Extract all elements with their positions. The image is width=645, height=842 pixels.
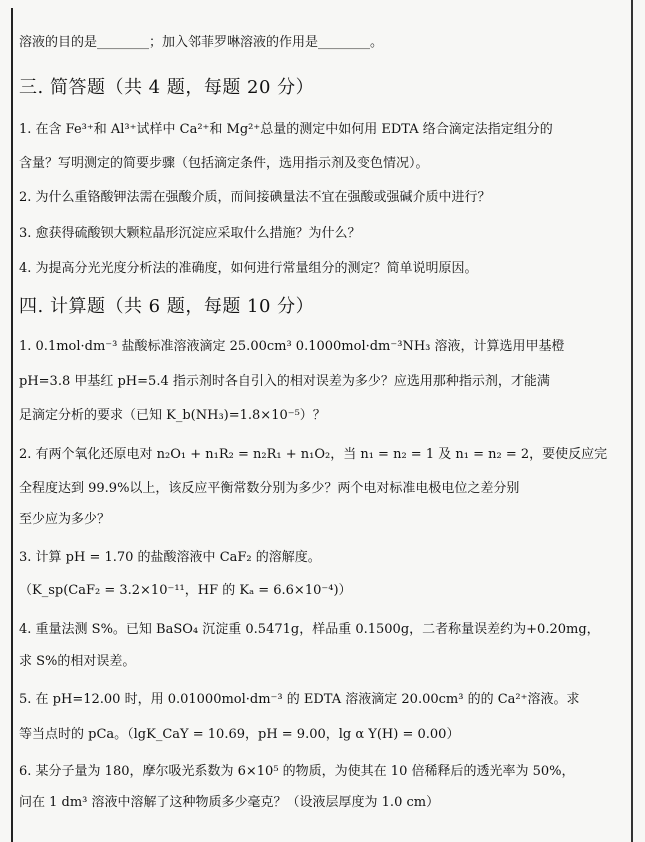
text-line: 1. 0.1mol·dm⁻³ 盐酸标准溶液滴定 25.00cm³ 0.1000mol·dm⁻³NH₃ 溶液，计算选用甲基橙 [19, 339, 565, 354]
text-line: 2. 为什么重铬酸钾法需在强酸介质，而间接碘量法不宜在强酸或强碱介质中进行？ [19, 190, 491, 205]
text-line: pH=3.8 甲基红 pH=5.4 指示剂时各自引入的相对误差为多少？应选用那种指示剂，才能满 [19, 374, 550, 389]
section-heading: 三. 简答题（共 4 题，每题 20 分） [19, 77, 315, 98]
text-line: 6. 某分子量为 180，摩尔吸光系数为 6×10⁵ 的物质，为使其在 10 倍稀释后的透光率为 50%， [19, 764, 575, 779]
text-line: 等当点时的 pCa。（lgK_CaY = 10.69，pH = 9.00，lg α Y(H) = 0.00） [19, 727, 460, 742]
section-heading: 四. 计算题（共 6 题，每题 10 分） [19, 296, 315, 317]
text-line: 1. 在含 Fe³⁺和 Al³⁺试样中 Ca²⁺和 Mg²⁺总量的测定中如何用 EDTA 络合滴定法指定组分的 [19, 122, 553, 137]
text-line: 4. 为提高分光光度分析法的准确度，如何进行常量组分的测定？简单说明原因。 [19, 261, 478, 276]
text-line: 足滴定分析的要求（已知 K_b(NH₃)=1.8×10⁻⁵）？ [19, 408, 326, 423]
text-line: 全程度达到 99.9%以上，该反应平衡常数分别为多少？两个电对标准电极电位之差分别 [19, 481, 520, 496]
text-line: 4. 重量法测 S%。已知 BaSO₄ 沉淀重 0.5471g，样品重 0.1500g，二者称量误差约为+0.20mg， [19, 622, 600, 637]
page-border-right [631, 0, 633, 842]
page-border-left [11, 8, 13, 842]
text-line: 5. 在 pH=12.00 时，用 0.01000mol·dm⁻³ 的 EDTA 溶液滴定 20.00cm³ 的的 Ca²⁺溶液。求 [19, 692, 580, 707]
text-line: 溶液的目的是________；加入邻菲罗啉溶液的作用是________。 [19, 35, 384, 50]
text-line: 3. 计算 pH = 1.70 的盐酸溶液中 CaF₂ 的溶解度。 [19, 550, 321, 565]
text-line: 求 S%的相对误差。 [19, 654, 136, 669]
text-line: 2. 有两个氧化还原电对 n₂O₁ + n₁R₂ = n₂R₁ + n₁O₂，当 n₁ = n₂ = 1 及 n₁ = n₂ = 2，要使反应完 [19, 447, 608, 462]
text-line: 3. 愈获得硫酸钡大颗粒晶形沉淀应采取什么措施？为什么？ [19, 226, 361, 241]
text-line: 至少应为多少？ [19, 512, 111, 527]
text-line: 问在 1 dm³ 溶液中溶解了这种物质多少毫克？（设液层厚度为 1.0 cm） [19, 795, 440, 810]
text-line: 含量？写明测定的简要步骤（包括滴定条件，选用指示剂及变色情况）。 [19, 156, 429, 171]
text-line: （K_sp(CaF₂ = 3.2×10⁻¹¹，HF 的 Kₐ = 6.6×10⁻⁴)） [19, 583, 352, 598]
